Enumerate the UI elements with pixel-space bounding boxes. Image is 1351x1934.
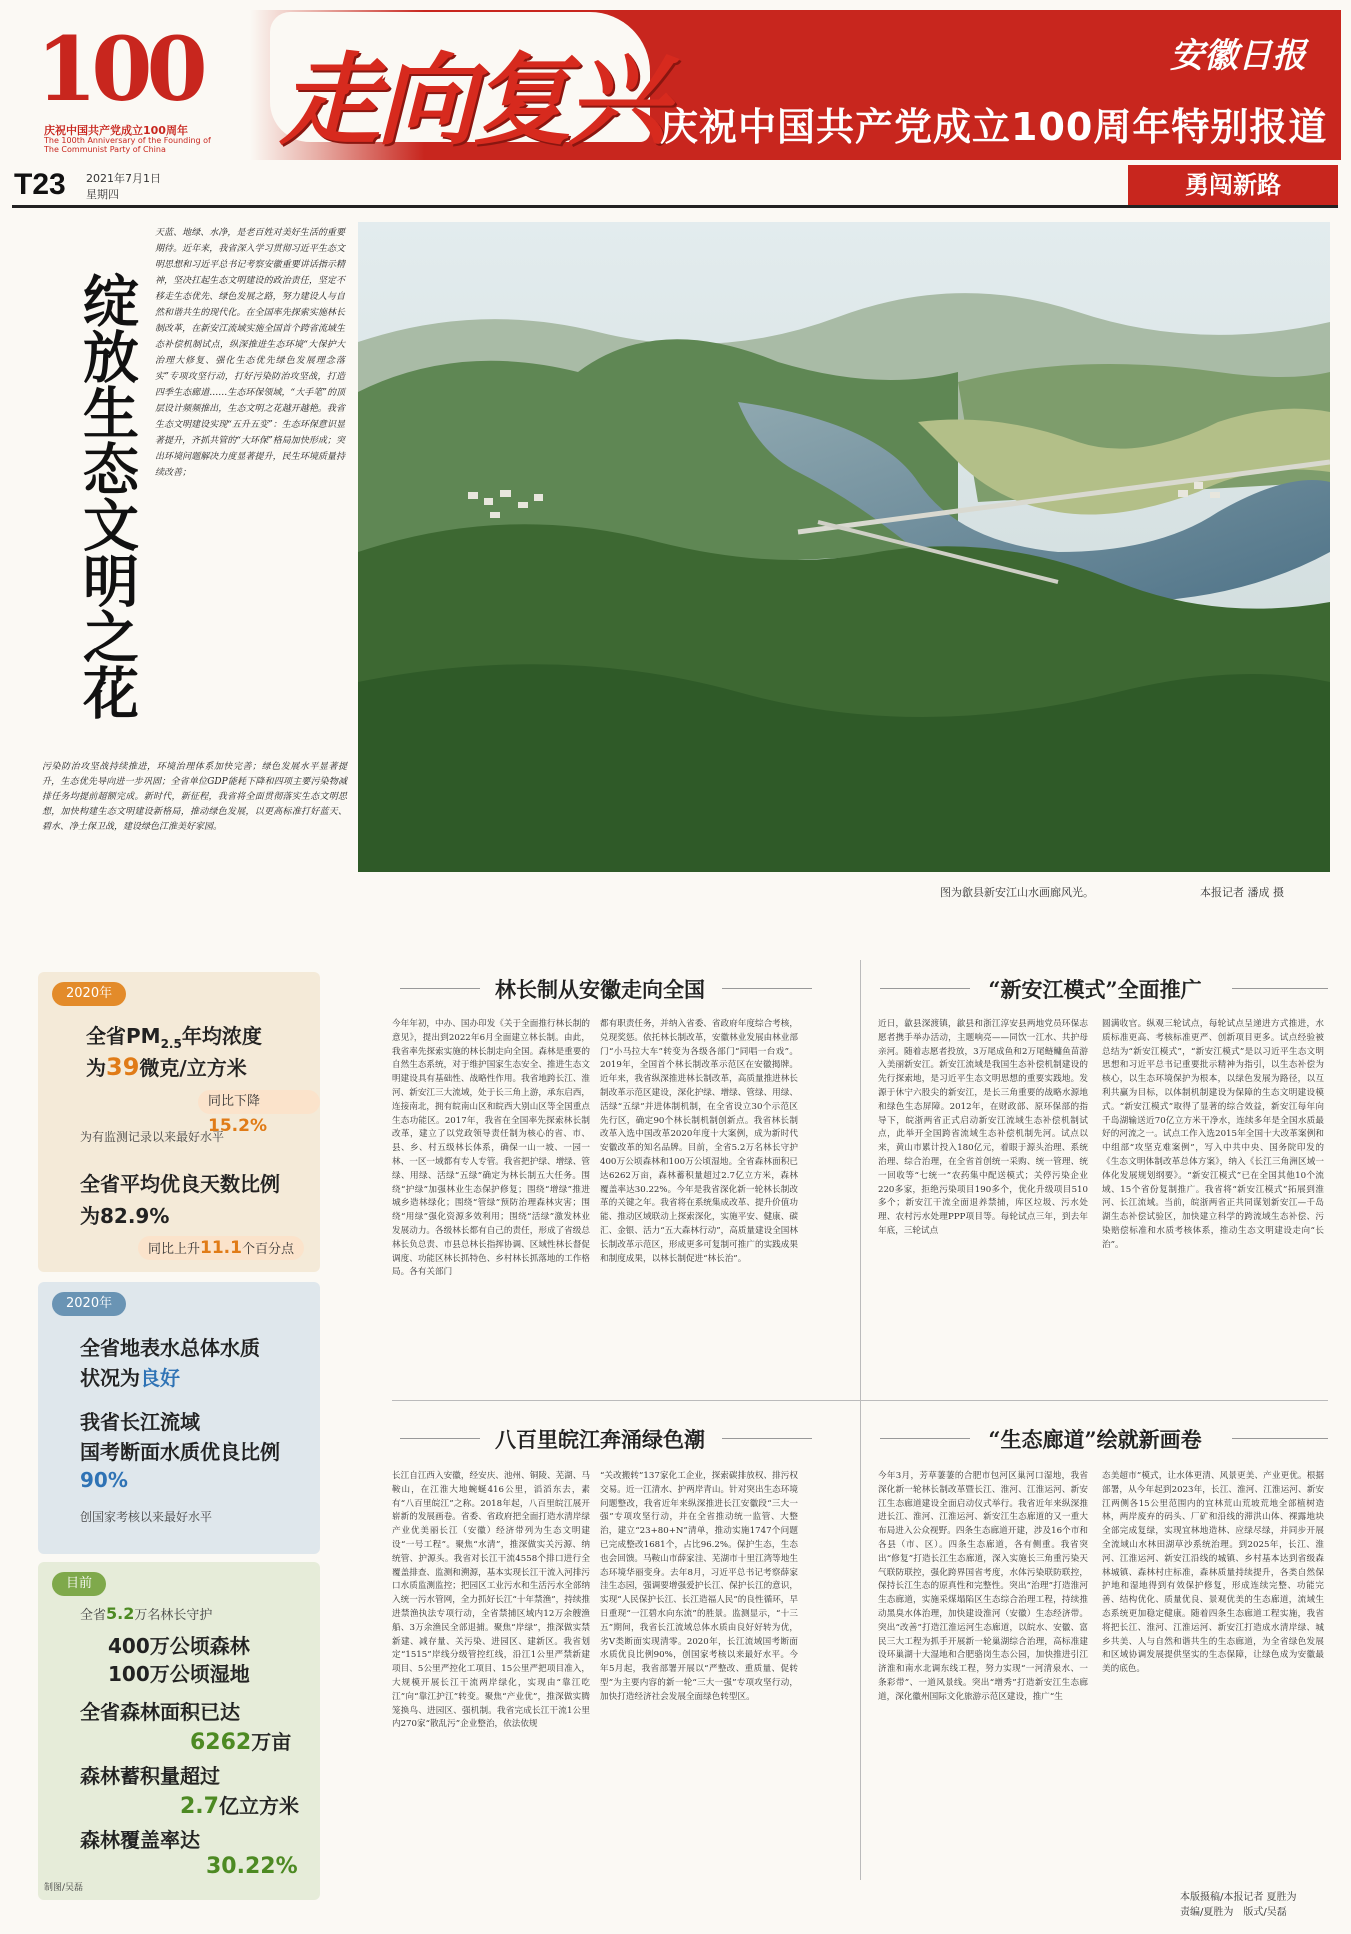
good-days-line2: 为82.9% [80,1204,170,1228]
pm25-subscript: 2.5 [160,1037,182,1051]
forest-stock-unit: 亿立方米 [218,1794,299,1818]
pm25-change-pill [198,1090,320,1136]
forest-stock-label: 森林蓄积量超过 [80,1764,220,1788]
article-title-forest-chief: 林长制从安徽走向全国 [495,977,705,1002]
forest-guard-prefix: 全省 [80,1608,107,1623]
wetland-area: 100万公顷湿地 [108,1662,250,1686]
title-rule [880,988,970,989]
centenary-logo-en: The 100th Anniversary of the Founding of The Communist Party of China [44,136,211,154]
page-credits [1180,1890,1297,1920]
good-days-change-label: 同比上升 [148,1242,201,1257]
article-yangtze-col2: “关改搬转”137家化工企业，探索碳排放权、排污权交易。近一江清水、护两岸青山。针对突出生态环境问题整改，我省近年来纵深推进长江安徽段“三大一强”专项攻坚行动，并在全省推动统一监管、大整治，建立“23+80+N”清单，推动实施1747个问题已完成整改1681个，占比96.2%。保护生态，生态也会回馈。马鞍山市薛家洼、芜湖市十里江湾等地生态环境华丽变身。去年8月，习近平总书记考察薛家洼生态园，强调要增强爱护长江、保护长江的意识，实现“人民保护长江、长江造福人民”的良性循环，早日重现“一江碧水向东流”的胜景。监测显示，“十三五”期间，我省长江流域总体水质由良好好转为优，劣Ⅴ类断面实现清零。2020年，长江流域国考断面水质优良比例90%，创国家考核以来最好水平。今年5月起，我省部署开展以“严整改、重质量、促转型”为主要内容的新一轮“三大一强”专项攻坚行动，加快打造经济社会发展全面绿色转型区。 [600,1471,798,1702]
forest-guard-suffix: 万名林长守护 [134,1608,213,1623]
forest-rate-label: 森林覆盖率达 [80,1828,200,1852]
forest-rate-value: 30.22% [206,1854,298,1879]
intro-text-top: 天蓝、地绿、水净，是老百姓对美好生活的重要期待。近年来，我省深入学习贯彻习近平生态文明思想和习近平总书记考察安徽重要讲话指示精神，坚决扛起生态文明建设的政治责任，坚定不移走生态优先、绿色发展之路，努力建设人与自然和谐共生的现代化。在全国率先探索实施林长制改革，在新安江流域实施全国首个跨省流域生态补偿机制试点，纵深推进生态环境“大保护大治理大修复、强化生态优先绿色发展理念落实”专项攻坚行动，打好污染防治攻坚战，打造四季生态廊道……生态环保领域，“大手笔”的顶层设计频频推出，生态文明之花越开越艳。我省生态文明建设实现“五升五变”：生态环保意识显著提升，齐抓共管的“大环保”格局加快形成；突出环境问题解决力度显著提升，民生环境质量持续改善； [155,228,345,478]
pm25-value: 39 [106,1053,140,1081]
year-tag: 2020年 [52,1292,126,1316]
pm25-value-line [86,1052,247,1081]
stats-forestry [38,1562,320,1900]
forest-cover-label: 全省森林面积已达 [80,1700,240,1724]
pm25-note: 为有监测记录以来最好水平 [80,1130,225,1144]
forest-area: 400万公顷森林 [108,1634,250,1658]
water-line1: 全省地表水总体水质 [80,1336,260,1360]
title-rule [1232,1438,1328,1439]
forest-stock-value: 2.7 [180,1794,219,1819]
article-yangtze-col1: 长江自江西入安徽，经安庆、池州、铜陵、芜湖、马鞍山，在江淮大地蜿蜒416公里，滔滔东去，素有“八百里皖江”之称。2018年起，八百里皖江展开崭新的发展画卷。省委、省政府把全面打造水清岸绿产业优美丽长江（安徽）经济带列为生态文明建设“一号工程”。聚焦“水清”，推深做实关污源、纳统管、护源头。我省对长江干流4558个排口进行全覆盖排查、监测和溯源，基本实现长江干流入河排污口水质监测监控；把园区工业污水和生活污水全部纳入统一污水管网，全力抓好长江“十年禁渔”，持续推进禁渔执法专项行动，全省禁捕区域内12万余艘渔船、3万余渔民全部退捕。聚焦“岸绿”，推深做实禁新建、减存量、关污染、进园区、建新区。我省划定“1515”岸线分级管控红线，沿江1公里严禁新建项目、5公里严控化工项目、15公里严把项目准入，大规模开展长江干流两岸绿化，实现由“靠江吃江”向“靠江护江”转变。聚焦“产业优”，推深做实腾笼换鸟、进园区、强机制。我省完成长江干流1公里内270家“散乱污”企业整治，依法依规 [392,1471,590,1730]
column-divider [860,960,861,1880]
centenary-logo-cn: 庆祝中国共产党成立100周年 [44,124,188,137]
pm25-change-value: 15.2% [208,1116,267,1136]
forest-stock-value-line [180,1790,299,1819]
good-days-change-value: 11.1 [200,1238,242,1258]
article-forest-chief-col1: 今年年初，中办、国办印发《关于全面推行林长制的意见》，提出到2022年6月全面建立林长制。由此，我省率先探索实施的林长制走向全国。森林是重要的自然生态系统，对于维护国家生态安全、推进生态文明建设具有基础性、战略性作用。我省地跨长江、淮河、新安江三大流域，处于长三角上游，承东启西，连接南北，拥有皖南山区和皖西大别山区等全国重点生态功能区。2017年，我省在全国率先探索林长制改革，建立了以党政领导责任制为核心的省、市、县、乡、村五级林长体系，确保一山一坡、一园一林、一区一域都有专人专管。我省把护绿、增绿、管绿、用绿、活绿“五绿”确定为林长制五大任务。围绕“护绿”加强林业生态保护修复；围绕“增绿”推进城乡造林绿化；围绕“管绿”预防治理森林灾害；围绕“用绿”强化资源多效利用；围绕“活绿”激发林业发展动力。各级林长都有自己的责任，形成了省级总林长负总责、市县总林长指挥协调、区域性林长督促调度、功能区林长抓特色、乡村林长抓落地的工作格局。各有关部门 [392,1019,590,1278]
credit-line2: 责编/夏胜为 版式/吴磊 [1180,1907,1287,1918]
photo-caption: 图为歙县新安江山水画廊风光。 [940,886,1094,899]
yangtze-note: 创国家考核以来最好水平 [80,1510,213,1524]
calligraphy-title: 走向复兴 [280,41,664,159]
title-rule [1232,988,1328,989]
forest-guard-value: 5.2 [106,1604,135,1623]
good-days-change-unit: 个百分点 [241,1242,294,1257]
article-xinanjiang-col2: 圆满收官。纵观三轮试点，每轮试点呈递进方式推进，水质标准更高、考核标准更严、创新项目更多。试点经验被总结为“新安江模式”，“新安江模式”是以习近平生态文明思想和习近平总书记重要批示精神为指引，以生态补偿为核心，以生态环境保护为根本，以绿色发展为路径，以互利共赢为目标，以体制机制建设为保障的生态文明建设模式。“新安江模式”取得了显著的综合效益，新安江每年向千岛湖输送近70亿立方米干净水，连续多年是全国水质最好的河流之一。试点工作入选2015年全国十大改革案例和中组部“攻坚克难案例”，写入中共中央、国务院印发的《生态文明体制改革总体方案》，纳入《长江三角洲区域一体化发展规划纲要》。“新安江模式”已在全国其他10个流域、15个省份复制推广。我省将“新安江模式”拓展到淮河、长江流域。当前，皖浙两省正共同谋划新安江—千岛湖生态补偿试验区，加快建立科学的跨流域生态补偿、污染赔偿标准和水质考核体系，推动生态文明建设走向“长治”。 [1102,1019,1324,1250]
title-rule [400,988,480,989]
yangtze-value: 90% [80,1468,128,1492]
centenary-logo [36,17,236,124]
water-status: 良好 [140,1366,180,1390]
issue-weekday: 星期四 [86,188,119,201]
pm25-unit: 微克/立方米 [139,1056,247,1080]
yangtze-line2: 国考断面水质优良比例 [80,1440,280,1464]
article-xinanjiang-col1: 近日，歙县深渡镇，歙县和浙江淳安县两地党员环保志愿者携手举办活动，主题响亮——同饮一江水、共护母亲河。随着志愿者投放，3万尾成鱼和2万尾鲢鳙鱼苗游入美丽新安江。新安江流域是我国生态补偿机制建设的先行探索地，是习近平生态文明思想的重要实践地。发源于休宁六股尖的新安江，是长三角重要的战略水源地和绿色生态屏障。2012年，在财政部、原环保部的指导下，皖浙两省正式启动新安江流域生态补偿机制试点，此举开全国跨省流域生态补偿机制先河。试点以来，黄山市累计投入180亿元，着眼于源头治理、系统治理、综合治理，在全省首创统一采购、统一管理、统一回收等“七统一”农药集中配送模式；关停污染企业220多家，拒绝污染项目190多个，优化升级项目510多个；新安江干流全面退养禁捕，库区垃圾、污水处理、农村污水处理PPP项目等。每轮试点三年，到去年年底，三轮试点 [878,1019,1088,1236]
pm25-line [86,1020,262,1051]
forest-guard-line [80,1604,212,1623]
article-title-yangtze: 八百里皖江奔涌绿色潮 [495,1427,705,1452]
newspaper-name: 安徽日报 [1170,36,1306,76]
issue-date: 2021年7月1日 [86,172,161,185]
graphic-credit: 制图/吴磊 [44,1883,84,1893]
masthead [0,0,1351,160]
good-days-change-pill [138,1236,304,1260]
section-tag: 勇闯新路 [1128,165,1338,205]
good-days-line1: 全省平均优良天数比例 [80,1172,280,1196]
year-tag: 目前 [52,1572,106,1596]
title-rule [722,1438,812,1439]
title-rule [400,1438,480,1439]
intro-text-bottom: 污染防治攻坚战持续推进，环境治理体系加快完善；绿色发展水平显著提升，生态优先导向进一步巩固；全省单位GDP能耗下降和四项主要污染物减排任务均提前超额完成。新时代，新征程，我省将全面贯彻落实生态文明思想，加快构建生态文明建设新格局，推动绿色发展，以更高标准打好蓝天、碧水、净土保卫战，建设绿色江淮美好家园。 [42,762,347,832]
pm25-change-label: 同比下降 [208,1094,261,1109]
article-forest-chief-col2: 都有职责任务，并纳入省委、省政府年度综合考核，兑现奖惩。依托林长制改革，安徽林业发展由林业部门“小马拉大车”转变为各级各部门“同唱一台戏”。2019年，全国首个林长制改革示范区在安徽揭牌。近年来，我省纵深推进林长制改革，高质量推进林长制改革示范区建设，深化护绿、增绿、管绿、用绿、活绿“五绿”并进体制机制，在全省设立30个示范区先行区，确定90个林长制机制创新点。我省林长制改革入选中国改革2020年度十大案例，成为新时代安徽改革的知名品牌。目前，全省5.2万名林长守护400万公顷森林和100万公顷湿地。全省森林面积已达6262万亩，森林蓄积量超过2.7亿立方米，森林覆盖率达30.22%。今年是我省深化新一轮林长制改革的关键之年。我省将在系统集成改革、提升价值功能、推动区域联动上探索深化，实施平安、健康、碳汇、金银、活力“五大森林行动”，高质量建设全国林长制改革示范区，形成更多可复制可推广的实践成果和制度成果，以林长制促进“林长治”。 [600,1019,798,1264]
special-report-title: 庆祝中国共产党成立100周年特别报道 [660,105,1328,149]
water-line2-label: 状况为 [80,1366,140,1390]
centenary-number: 100 [36,17,202,121]
page-number: T23 [14,168,66,201]
article-eco-corridor-col1: 今年3月，芳草萋萋的合肥市包河区巢河口湿地，我省深化新一轮林长制改革暨长江、淮河、江淮运河、新安江生态廊道建设全面启动仪式举行。我省近年来纵深推进长江、淮河、江淮运河、新安江生态廊道的又一重大布局进入公众视野。四条生态廊道开建，涉及16个市和各县（市、区）。四条生态廊道，各有侧重。我省突出“修复”打造长江生态廊道，深入实施长三角重污染天气联防联控，强化跨界国省考度，水体污染联防联控，保持长江生态的原真性和完整性。突出“治理”打造淮河生态廊道，实施采煤塌陷区生态综合治理工程，持续推动黑臭水体治理，加快建设淮河（安徽）生态经济带。突出“改善”打造江淮运河生态廊道，以皖水、安徽、富民三大工程为抓手开展新一轮巢湖综合治理，高标准建设环巢湖十大湿地和合肥骆岗生态公园，加快推进引江济淮和南水北调东线工程，努力实现“一河清泉水、一条彩带”、一道风景线。突出“增秀”打造新安江生态廊道，深化徽州国际文化旅游示范区建设，推广“生 [878,1471,1088,1702]
stats-water-quality [38,1282,320,1554]
forest-cover-unit: 万亩 [251,1730,292,1754]
row-divider [392,1400,1328,1401]
pm25-label: 全省PM [86,1024,161,1048]
title-rule [880,1438,970,1439]
stats-air-quality [38,972,320,1272]
year-tag: 2020年 [52,982,126,1006]
header-rule [12,205,1338,208]
title-rule [722,988,812,989]
credit-line1: 本版摄稿/本报记者 夏胜为 [1180,1892,1297,1903]
pm25-prefix: 为 [86,1056,106,1080]
article-title-eco-corridor: “生态廊道”绘就新画卷 [988,1427,1202,1452]
forest-cover-value-line [190,1726,291,1755]
pm25-label-b: 年均浓度 [181,1024,262,1048]
forest-cover-value: 6262 [190,1730,252,1755]
yangtze-line1: 我省长江流域 [80,1410,200,1434]
water-line2 [80,1362,180,1391]
photo-credit: 本报记者 潘成 摄 [1200,886,1284,899]
article-eco-corridor-col2: 态美超市”模式，让水体更清、风景更美、产业更优。根据部署，从今年起到2023年，长江、淮河、江淮运河、新安江两侧各15公里范围内的宜林荒山荒坡荒地全部植树造林，两岸废弃的码头、厂矿和沿线的滞洪山体、裸露地块全部完成复绿，实现宜林地造林、应绿尽绿，并同步开展全流域山水林田湖草沙系统治理。到2025年，长江、淮河、江淮运河、新安江沿线的城镇、乡村基本达到省级森林城镇、森林村庄标准，森林质量持续提升，各类自然保护地和湿地得到有效保护修复，形成连续完整、功能完善、结构优化、质量优良、景观优美的生态廊道，流域生态系统更加稳定健康。随着四条生态廊道工程实施，我省将把长江、淮河、江淮运河、新安江打造成水清岸绿、城乡共美、人与自然和谐共生的生态廊道，为全省绿色发展和区域协调发展提供坚实的生态保障，让绿色成为安徽最美的底色。 [1102,1471,1324,1675]
article-title-xinanjiang: “新安江模式”全面推广 [988,977,1202,1002]
landscape-illustration [358,222,1330,872]
main-title: 绽放生态文明之花 [74,272,140,720]
landscape-photo [358,222,1330,872]
